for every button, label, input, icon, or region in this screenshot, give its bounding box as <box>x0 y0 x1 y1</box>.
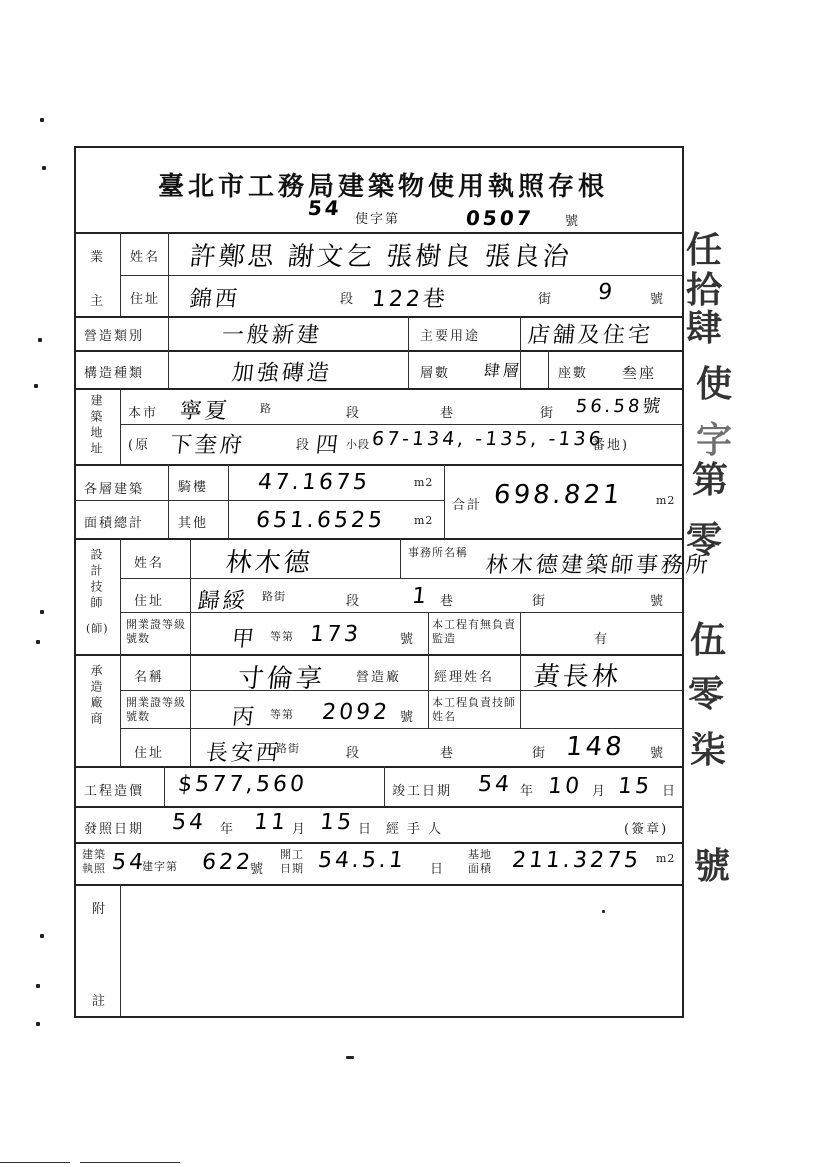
contractor-address-section: 段 <box>346 746 362 761</box>
document-title: 臺北市工務局建築物使用執照存根 <box>158 172 609 202</box>
contractor-name-value: 寸倫享 <box>236 664 327 694</box>
use-value: 店舖及住宅 <box>526 323 655 348</box>
owner-side-top: 業 <box>90 250 106 265</box>
permit-land-value: 211.3275 <box>510 848 643 873</box>
permit-label: 建築執照 <box>82 848 106 875</box>
area-row1-value: 47.1675 <box>256 470 372 495</box>
designer-side-label: 設計技師 <box>89 548 103 612</box>
col-line <box>120 538 121 766</box>
remarks-bottom: 註 <box>92 994 108 1009</box>
col-line <box>120 232 121 316</box>
contractor-side-label: 承造廠商 <box>89 664 103 728</box>
units-value: 叁座 <box>622 364 657 382</box>
row-line <box>74 464 684 466</box>
row-line <box>74 806 684 808</box>
issue-year: 54 <box>170 810 208 835</box>
scan-edge-line <box>0 1162 70 1163</box>
designer-address-street: 歸綏 <box>196 589 250 614</box>
contractor-address-hao: 號 <box>650 746 666 761</box>
owner-address-lane: 122巷 <box>370 287 450 312</box>
site-lot-label: 番地) <box>592 438 630 453</box>
designer-cert-grade: 甲 <box>230 627 259 652</box>
cost-label: 工程造價 <box>84 784 145 799</box>
owner-name-value: 許鄭思 謝文乞 張樹良 張良治 <box>188 242 574 272</box>
completion-year-label: 年 <box>520 784 536 799</box>
floors-label: 層數 <box>420 366 451 381</box>
col-line <box>444 464 445 538</box>
bleed-through-char: 拾 <box>686 269 723 311</box>
row-line <box>74 388 684 390</box>
area-row2-value: 651.6525 <box>254 508 387 533</box>
designer-supervise-label: 本工程有無負責監造 <box>432 618 516 645</box>
row-line <box>74 766 684 768</box>
row-line <box>74 350 684 352</box>
contractor-cert-grade: 丙 <box>230 705 259 730</box>
designer-address-alley: 街 <box>532 594 548 609</box>
permit-land-label: 基地面積 <box>468 848 492 875</box>
col-line <box>120 388 121 464</box>
row-line <box>120 275 682 276</box>
site-section-label: 段 <box>346 406 362 421</box>
scan-speck <box>602 910 605 913</box>
col-line <box>168 232 169 388</box>
completion-day-label: 日 <box>662 784 678 799</box>
site-old-label: (原 <box>128 438 151 453</box>
site-lot-numbers: 67-134, -135, -136 <box>370 428 605 450</box>
owner-address-alley: 街 <box>538 292 554 307</box>
col-line <box>384 766 385 806</box>
bleed-through-char: 使 <box>696 363 733 405</box>
area-label-top: 各層建築 <box>84 482 145 497</box>
owner-address-no: 9 <box>596 280 617 305</box>
scan-speck <box>38 338 42 342</box>
designer-office-value: 林木德建築師事務所 <box>484 553 713 578</box>
permit-start-value: 54.5.1 <box>316 848 408 873</box>
designer-address-section: 段 <box>346 594 362 609</box>
completion-label: 竣工日期 <box>392 784 453 799</box>
permit-land-unit: m2 <box>656 852 676 865</box>
contractor-address-alley: 街 <box>532 746 548 761</box>
designer-address-label: 住址 <box>134 594 165 609</box>
designer-side-paren: (師) <box>86 622 109 635</box>
col-line <box>520 654 521 728</box>
col-line <box>400 538 401 578</box>
scan-speck <box>42 166 46 170</box>
col-line <box>520 612 521 654</box>
bleed-through-char: 零 <box>688 673 725 715</box>
owner-address-hao: 號 <box>650 292 666 307</box>
contractor-name-suffix: 營造廠 <box>356 670 402 685</box>
contractor-address-street: 長安西 <box>204 741 283 766</box>
license-number: 0507 <box>464 206 535 230</box>
issue-day-label: 日 <box>358 822 374 837</box>
row-line <box>74 538 684 540</box>
license-prefix: 使字第 <box>355 212 401 227</box>
site-city-label: 本市 <box>128 406 159 421</box>
contractor-cert-label: 開業證等級號数 <box>126 696 186 723</box>
contractor-manager-value: 黃長林 <box>532 662 623 692</box>
cost-value: $577,560 <box>176 772 309 797</box>
site-alley-label: 街 <box>540 406 556 421</box>
contractor-address-no: 148 <box>564 732 627 762</box>
completion-month-label: 月 <box>592 784 608 799</box>
site-road-label: 路 <box>260 402 272 415</box>
license-suffix: 號 <box>565 214 581 229</box>
handler-label: 經手人 <box>386 822 450 837</box>
area-total-value: 698.821 <box>492 480 625 510</box>
structure-value: 加強磚造 <box>230 361 334 386</box>
permit-number: 622 <box>200 850 255 875</box>
contractor-address-road: 路街 <box>276 742 300 755</box>
area-row1-unit: m2 <box>414 476 434 489</box>
scan-speck <box>36 640 40 644</box>
col-line <box>408 316 409 388</box>
scan-speck <box>346 1056 354 1059</box>
sign-label: (簽章) <box>624 822 669 837</box>
permit-year: 54 <box>110 850 148 875</box>
row-line <box>74 500 444 501</box>
owner-address-label: 住址 <box>130 292 161 307</box>
site-old-street: 下奎府 <box>168 433 247 458</box>
designer-name-value: 林木德 <box>224 548 315 578</box>
site-side-label: 建築地址 <box>89 394 103 458</box>
row-line <box>120 728 682 729</box>
col-line <box>164 766 165 806</box>
designer-cert-number: 173 <box>308 622 363 647</box>
contractor-address-label: 住址 <box>134 746 165 761</box>
scan-speck <box>40 934 44 938</box>
owner-side-bottom: 主 <box>90 294 106 309</box>
form-border-top <box>74 146 684 148</box>
contractor-manager-label: 經理姓名 <box>434 670 495 685</box>
col-line <box>428 654 429 728</box>
site-old-section: 四 <box>314 433 343 458</box>
designer-address-lane-label: 巷 <box>440 594 456 609</box>
category-label: 營造類別 <box>84 329 145 344</box>
issue-year-label: 年 <box>220 822 236 837</box>
designer-address-road: 路街 <box>262 590 286 603</box>
col-line <box>190 538 191 766</box>
site-lane-label: 巷 <box>440 406 456 421</box>
col-line <box>228 464 229 538</box>
form-border-bottom <box>74 1016 684 1018</box>
category-value: 一般新建 <box>220 323 324 348</box>
site-number: 56.58號 <box>574 396 665 417</box>
site-street: 寧夏 <box>178 399 232 424</box>
bleed-through-char: 第 <box>692 459 729 501</box>
designer-cert-suffix: 號 <box>400 632 416 647</box>
site-small-section-label: 小段 <box>346 438 370 451</box>
designer-address-hao: 號 <box>650 594 666 609</box>
bleed-through-char: 號 <box>694 845 731 887</box>
floors-value: 肆層 <box>482 361 523 380</box>
designer-cert-label: 開業證等級號数 <box>126 618 186 645</box>
units-label: 座數 <box>558 366 589 381</box>
use-label: 主要用途 <box>420 329 481 344</box>
area-label-bottom: 面積總計 <box>84 516 145 531</box>
col-line <box>548 350 549 388</box>
contractor-address-lane: 巷 <box>440 746 456 761</box>
col-line <box>428 612 429 654</box>
bleed-through-char: 任 <box>686 229 723 271</box>
row-line <box>74 842 684 844</box>
owner-address-street: 錦西 <box>188 287 242 312</box>
area-row2-label: 其他 <box>178 516 209 531</box>
site-old-section-label: 段 <box>296 438 312 453</box>
bleed-through-char: 字 <box>696 419 733 461</box>
area-row2-unit: m2 <box>414 514 434 527</box>
contractor-cert-prefix: 等第 <box>270 708 294 721</box>
completion-year: 54 <box>476 772 514 797</box>
owner-address-section: 段 <box>340 292 356 307</box>
designer-cert-prefix: 等第 <box>270 630 294 643</box>
contractor-cert-suffix: 號 <box>400 710 416 725</box>
permit-day-label: 日 <box>430 862 446 877</box>
row-line <box>74 232 684 234</box>
issue-label: 發照日期 <box>84 822 145 837</box>
permit-prefix: 建字第 <box>142 860 178 873</box>
bleed-through-char: 伍 <box>690 619 727 661</box>
col-line <box>120 884 121 1016</box>
col-line <box>168 464 169 538</box>
area-row1-label: 騎樓 <box>178 480 209 495</box>
scan-speck <box>36 1022 40 1026</box>
permit-start-label: 開工日期 <box>280 848 304 875</box>
area-total-label: 合計 <box>452 498 483 513</box>
scan-speck <box>34 384 38 388</box>
completion-day: 15 <box>616 774 654 799</box>
issue-day: 15 <box>318 810 356 835</box>
issue-month-label: 月 <box>292 822 308 837</box>
contractor-name-label: 名稱 <box>134 670 165 685</box>
bleed-through-char: 零 <box>686 519 723 561</box>
row-line <box>74 884 684 886</box>
designer-name-label: 姓名 <box>134 556 165 571</box>
license-year: 54 <box>306 196 344 220</box>
designer-office-label: 事務所名稱 <box>408 546 468 559</box>
scan-edge-line <box>80 1162 180 1163</box>
scan-speck <box>40 610 44 614</box>
contractor-tech-label: 本工程負責技師姓名 <box>432 696 516 723</box>
owner-name-label: 姓名 <box>130 250 161 265</box>
issue-month: 11 <box>252 810 290 835</box>
remarks-top: 附 <box>92 902 108 917</box>
area-total-unit: m2 <box>656 494 676 507</box>
designer-address-lane: 1 <box>410 584 431 609</box>
bleed-through-char: 肆 <box>686 307 723 349</box>
designer-supervise-value: 有 <box>594 632 610 647</box>
completion-month: 10 <box>546 774 584 799</box>
scan-speck <box>40 118 44 122</box>
permit-suffix: 號 <box>250 862 266 877</box>
structure-label: 構造種類 <box>84 366 145 381</box>
scan-speck <box>36 984 40 988</box>
contractor-cert-number: 2092 <box>320 700 392 725</box>
bleed-through-char: 柒 <box>690 729 727 771</box>
